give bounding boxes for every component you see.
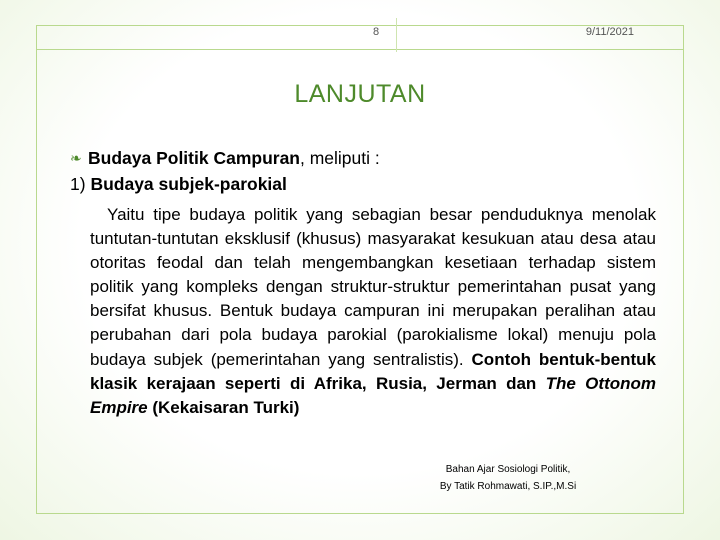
bullet-item [70,148,670,169]
footer-line-1: Bahan Ajar Sosiologi Politik, [445,464,571,475]
example-end-text: (Kekaisaran Turki) [147,397,300,417]
bullet-rest-text: , meliputi : [300,148,380,168]
sub-heading [70,174,670,195]
sub-heading-prefix: 1) [70,174,91,194]
slide-number: 8 [372,26,380,38]
slide-date: 9/11/2021 [585,26,634,38]
footer-credit [416,461,600,495]
leaf-bullet-icon: ❧ [70,150,82,166]
header-divider-line [36,49,684,50]
example-bold-text: Contoh bentuk-bentuk klasik kerajaan seperti di Afrika, Rusia, Jerman dan [90,349,657,393]
body-paragraph [90,203,656,420]
header-vertical-divider [396,18,397,52]
example-italic-text: The Ottonom Empire [90,373,656,417]
slide-title: LANJUTAN [294,80,426,108]
sub-heading-bold: Budaya subjek-parokial [90,174,287,194]
paragraph-text: Yaitu tipe budaya politik yang sebagian besar penduduknya menolak tuntutan-tuntutan eksklusif (khusus) masyarakat kesukuan atau desa atau otoritas feodal dan telah mengembangkan kesetiaan terhadap sistem politik yang kompleks dengan struktur-struktur pemerintahan pusat yang bersifat khusus. Bentuk budaya campuran ini merupakan peralihan atau perubahan dari pola budaya parokial (parokialisme lokal) menuju pola budaya subjek (pemerintahan yang sentralistis). [90,205,656,369]
bullet-bold-text: Budaya Politik Campuran [88,148,300,168]
footer-line-2: By Tatik Rohmawati, S.IP.,M.Si [439,481,577,492]
